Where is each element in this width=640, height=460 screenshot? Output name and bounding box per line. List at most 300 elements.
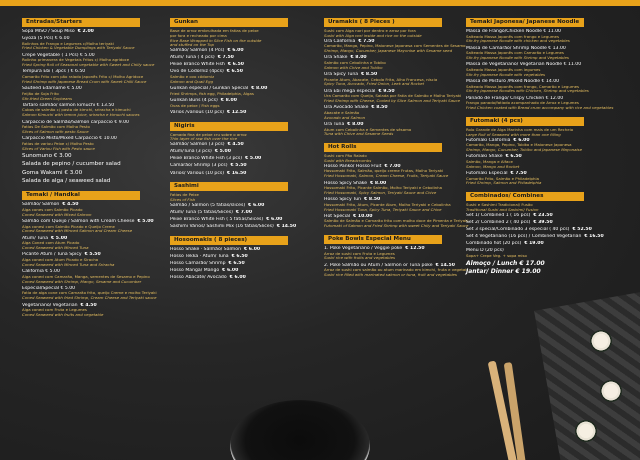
menu-item [22,303,170,318]
menu-item-price: € 6.00 [266,216,283,222]
section-intro: Camada fina de peixe cru sobre o arroz [170,132,247,137]
menu-item-name: Futomaki California [466,137,511,143]
menu-item-description: Arroz de sushi com salmão ou atum marinado em kimchi, fruta e vegetais [324,268,469,273]
menu-item [466,241,628,247]
section-uramakis [324,18,472,137]
menu-item-description-en: Salmon, Mango and Rocket [466,164,520,169]
menu-item-description: Salteado Massa Japonês com frango e Legumes [466,34,559,39]
menu-item-description-en: Fried Shrimp, Salmon and Philadelphia [466,181,542,186]
menu-item-name: Atum/ Tuna ( 4 pcs) [170,55,215,61]
menu-item-price: € 6.00 [248,202,265,208]
menu-item [170,224,318,230]
menu-item-name: Ura Tuna [324,122,345,128]
menu-item [466,62,628,77]
menu-item-description: Picante Atum, Abacate, Cebola Frita, Alho Francesa, níscia [324,77,438,82]
menu-item-description: Camarão Frito, Salmão e Philadelphia [466,176,539,181]
menu-item [170,268,318,274]
menu-item [324,214,472,229]
menu-item-name: Atum/ Tuna (5 fatias/Slices) [170,209,233,215]
section-intro-en: Thin layer of raw fish over the rice [170,137,238,142]
menu-item-name: Futomaki Shake [466,154,503,160]
menu-item-line [170,224,318,230]
menu-item-description: Arroz de sushi com Fruta e Legumes [324,251,395,256]
menu-item-description: Fatia de alga cone com Camarão frito, queijo Creme e molho Teriyaki [22,291,157,296]
menu-item-name: Salmão / Salmon (5 fatias/slices) [170,202,246,208]
menu-item [170,254,318,260]
menu-item-description: Ovas de peixe / Fish eggs [170,103,220,108]
menu-item-line [22,170,170,177]
menu-item [466,154,628,169]
menu-item-name: Hosso Spicy Shake [324,180,368,186]
menu-item-price: € 4.50 [227,142,244,148]
menu-item-name: Hosso Camarão/ Shrimp [170,260,226,266]
menu-item-name: Hosso Tekka · Atum/ Tuna [170,253,229,259]
menu-item-description-en: Coned Seaweed with Minced Tuna and Sriracha [22,262,115,267]
top-accent-bar [0,0,640,6]
menu-d-dinner-price: Jantar/ Dinner € 19.00 [466,268,541,276]
section-intro-en: Sushi with Breadcrumbs [324,159,372,164]
menu-item-name: Peixe Branco White Fish ( 5 fatias/Slices) [170,216,264,222]
menu-item-description-en: Slices of Variou Fish with Pesto sauce [22,146,95,151]
menu-item-description: Alga conesl com Salmão Picado e Queijo Creme [22,224,115,229]
menu-item [170,163,318,169]
menu-item-description-en: Salmon with Chive and Tobiko [324,65,383,70]
section-title: Hosoomakis ( 8 pieces) [170,236,288,245]
sushi-piece-image [590,330,612,352]
menu-item-price: € 4.50 [62,202,79,208]
menu-item [170,156,318,162]
menu-item-price: € 6.50 [227,62,244,68]
section-intro: Rolo Grande de Alga Marinha com mais de um Recheio [466,127,574,132]
menu-item-description: Alga cones com Salmão Picado [22,208,83,212]
menu-item-price: € 8.50 [364,197,381,203]
menu-item-price: € 8.00 [251,86,268,92]
menu-item [170,171,318,177]
menu-item-description-en: Coned Seaweed with fruits and vegetable [22,312,104,317]
menu-item-description-en: Stir-fry Japanese Noodle with chicken and vegetables [466,39,570,44]
menu-item [170,210,318,216]
menu-item-description-en: Futomaki of Salmon and Fried Shrimp with sweet Chily and Teriyaki Sauce [324,224,469,229]
menu-item-name: Tempura Ebi ( 3pcs ) € 6.50 [22,69,86,75]
section-intro: Sushi e Sashimi Tradicional/ Fusão [466,203,533,208]
menu-item-description-en: Coned Seaweed with fried Shrimp, Cream Cheese and Teriyaki sauce [22,296,157,301]
menu-item [170,86,318,96]
menu-item-description-en: Fried Chicken coated with Bread crum accompany with rice and vegetables [466,106,614,111]
menu-item-name: Menu D (20 pcs) [466,248,504,254]
section-title: Combinados/ Combines [466,192,584,201]
menu-item [466,213,628,219]
menu-item-line [170,261,318,267]
section-title: Hot Rolls [324,143,442,152]
menu-item [22,170,170,177]
menu-item-line [22,29,170,35]
menu-item-price: € 6.00 [513,137,530,143]
menu-item-description-en: Fried Shrimp with Cheese, Cooled by Slice Salmon and Teriyaki Sauce [324,99,460,104]
menu-item-price: € 5.00 [214,149,231,155]
menu-item-line [466,227,628,233]
menu-item-price: € 5.50 [230,163,247,169]
menu-item-line [466,241,628,247]
menu-item [324,72,472,87]
menu-item [466,234,628,240]
menu-item [22,252,170,267]
menu-item-description-en: Salmon and Quail Egg [170,79,214,84]
menu-item-price: € 19.00 [524,241,544,247]
menu-item-name: Salmão com Queijo / Salmon with Cream Cheese [22,219,135,225]
menu-item-description-en: Salmon Kimuchi with lemon juice, sriracha e kimuchi sauces [22,113,140,118]
menu-item-price: € 7.50 [510,170,527,176]
section-intro: Base de arroz embrulhada em fatias de peixe [170,29,259,33]
sushi-piece-image [575,420,597,442]
menu-item [170,142,318,148]
menu-item [22,136,170,151]
menu-item-price: € 8.00 [370,180,387,186]
menu-item-name: Vegetariano/ Vegetarian [22,302,78,308]
menu-item-name: Goma Wakami € 3.00 [22,169,83,176]
menu-item-price: € 8.00 [350,55,367,61]
menu-item-price: € 8.00 [347,122,364,128]
section-intro-en: Sushi with Alga nori inside and rice on the outside [324,33,422,38]
soy-sauce-bowl-image [230,400,370,460]
menu-item-name: Especial/Special € 5.00 [22,285,76,291]
menu-item-description-en: Fried Chicken & Vegetable Dumplings with Teriyaki Sauce [22,46,135,51]
section-title: Futomaki (4 pcs) [466,117,584,126]
menu-item-description: Camarão Frito com pão ralado Japonês Frito c/ Molho Agridoce [22,75,144,80]
menu-item-name: Hosso Abacate/ Avocado [170,274,227,280]
menu-item-price: € 6.50 [226,69,243,75]
menu-item-price: € 4.50 [80,302,97,308]
menu-item [324,39,472,54]
menu-item [170,48,318,54]
menu-item-name: Ura Ebi mega especial [324,88,376,94]
menu-item-price: € 8.00 [220,98,237,104]
section-futomaki [466,117,628,186]
section-nigiris [170,122,318,177]
menu-item [466,96,628,111]
menu-item-name: Ura Shake [324,55,348,61]
menu-item [466,79,628,94]
menu-item-name: Hosso Manga/ Mango [170,267,220,273]
menu-item [170,62,318,68]
menu-item [466,29,628,44]
menu-item-description-en: Coned Seaweed with Minced Tuna [22,246,89,251]
menu-item-name: Salmão/ Salmon (3 pcs) [170,142,225,148]
menu-item-name: Combinado hot (20 pcs) [466,241,522,247]
menu-column-4 [466,18,628,276]
menu-item-name: Carpaccio Misto/Mixed Carpaccio € 10.00 [22,136,117,142]
menu-item-line [170,156,318,162]
menu-item [324,89,472,104]
menu-item [324,164,472,179]
menu-item-description: Atum com Cebolinha e Sementes de sésamo [324,127,412,132]
menu-item-name: 2. Poke Salmão ou Atum / Salmon or Tuna poke [324,262,433,268]
menu-item-description: Alga coned com Camarão, Manga, sementes de Sesamo e Pepino [22,274,150,279]
menu-item [466,46,628,61]
menu-item-name: Gunkan especial / Gunkan Special [170,86,249,92]
menu-item [466,220,628,226]
menu-item-price: € 5.00 [137,219,154,225]
section-title: Temaki / Handkal [22,191,140,200]
menu-item-name: Carpaccio de Salmão/Salmon carpaccio € 9.00 [22,119,129,125]
menu-item-name: Salmão/ Salmon [22,202,60,208]
menu-item-description-en: Stir-fry Japanese Noodle with vegetables [466,72,546,77]
section-intro-en: Rice Base Wrapped in Slice Fish on the outside [170,38,262,43]
menu-item-price: € 16.50 [227,170,247,176]
menu-item-name: Set 4 Vegetariano (16 pcs) / Combined Vegetarian [466,233,582,239]
menu-item-price: € 6.50 [231,253,248,259]
menu-item-description-en: Stir-fry Japanese Noodles with Chicken, Shrimp and vegetables [466,89,589,94]
menu-item [22,36,170,51]
menu-item [324,246,472,261]
menu-item [22,153,170,160]
menu-item-description-en: Slices of Salmon with pesto Sauce [22,129,89,134]
menu-item-line [170,62,318,68]
menu-item-name: Sunomuno € 3.00 [22,152,72,159]
menu-item-line [170,110,318,116]
menu-column-2 [170,18,318,282]
menu-item [22,161,170,168]
section-gunkan [170,18,318,116]
menu-item-name: Ura Avocado Shake [324,105,369,111]
menu-item-description-en: Shrimp, Mango, Cucumber, Japanese Mayonise with Sesame seed [324,48,453,53]
menu-item-name: California € 5.00 [22,269,60,275]
menu-item-name: Futomaki Especial [466,170,508,176]
menu-item-price: € 6.50 [228,260,245,266]
menu-item-description: Fatias de variou Peixe c/ Molho Pesto [22,141,94,146]
menu-item-name: Picante Atum / Tuna Spicy [22,252,82,258]
menu-item-price: € 6.50 [505,154,522,160]
menu-item-price: € 5.00 [245,156,262,162]
menu-item-name: Peixe Branco White Fish (3 pcs) [170,156,243,162]
menu-item-line [170,142,318,148]
menu-item [22,103,170,118]
menu-item-description-en: Fried Shrimp with Japanese Bread Crum with Sweet Chilli Sauce [22,79,147,84]
section-intro: Sushi com Pão Ralado [324,154,367,159]
section-noodles [466,18,628,111]
section-intro: por fora e recheado por cima [170,33,227,38]
menu-item-line [170,275,318,281]
menu-item-description-en: Fried Spring Roll of Seasonal vegetable with Sweet and Chilly sauce [22,63,155,68]
menu-item [324,197,472,212]
menu-item-description-en: Coned Seaweed with Shrimp, Mango, Sesame and Cucumber [22,279,142,284]
menu-item-name: Panado de Frango/ Crispy Chicken € 12.00 [466,95,564,101]
menu-item-description: Hossomaki Frito, Salmão, queijo creme Frutas, Molho Teriyaki [324,169,444,174]
menu-item-description: Hossomaki Frito, Picante Salmão, Molho Teriyaki e Cebolinha [324,186,442,191]
menu-item-price: € 16.50 [584,233,604,239]
menu-item-price: € 7.00 [235,209,253,215]
section-intro: Sushi com Alga nori por dentro e arroz por fora [324,29,416,33]
section-hosoomakis [170,236,318,281]
menu-item-name: Salmão/ Salmon (4 Pcs) [170,48,225,54]
menu-item [324,181,472,196]
menu-item-description: Alga coned com Fruta e Legumes [22,308,87,313]
menu-item-name: Massa de Camarão/ Shrimp Noodle € 13.00 [466,45,566,51]
section-intro: Fatias de Peixe [170,193,199,198]
menu-item-line [170,55,318,61]
section-title: Uramakis ( 8 Pieces ) [324,18,442,27]
menu-item-description-en: Shrimp, Mango, Cucumber, Tobiko and Japanese Mayonaise [466,147,582,152]
menu-item [22,219,170,234]
menu-item-description: Salmão e ovo códorniz [170,75,215,80]
menu-item [22,286,170,301]
menu-item-line [170,254,318,260]
menu-item-name: Atum/Tuna (3 pcs) [170,149,212,155]
menu-item-name: Ura Spicy Tuna [324,71,359,77]
menu-item [22,178,170,185]
menu-item-description-en: Fried Hossomaki, Spicy Salmon, Teriyaki Sauce and Chive [324,190,437,195]
menu-item [324,122,472,137]
section-intro-en: Traditional Sushi and Sashimi/ Fusion [466,207,539,212]
menu-item-description-en: Tuna with Chive and Sesame Seeds [324,132,394,137]
menu-item-description-en: Coned Seaweed with Minced Salmon and Cream Cheese [22,229,133,234]
menu-item-description: Camarão, Manga, Pepino, Maionese Japonesa com Sementes de Sesamo [324,44,466,49]
menu-item-name: Sashimi Vários/ Sashimi Mix (16 fatias/Slices) [170,223,274,229]
menu-item-description: Hossomaki Frito, Atum, Picante Atum, Molho Teriyaki e Cebolinha [324,202,451,207]
menu-item-line [466,234,628,240]
menu-item-description: Frango panado/fatiado acompanhado de Arroz e Legumes [466,101,579,106]
menu-item-description: Sopa+ Crepe Veg. + sopa miso [466,253,527,258]
menu-item [170,203,318,209]
menu-item-price: € 2.00 [77,29,94,34]
menu-item-line [170,203,318,209]
menu-item [170,55,318,61]
menu-item-price: € 6.00 [227,48,244,54]
menu-item-name: Salada de alga / seaweed salad [22,178,111,185]
menu-item-description: Alga Coned com Atum Picado [22,241,80,246]
section-title: Poke Bowls Especial Menu [324,235,442,244]
menu-item-price: € 52.50 [572,226,592,232]
menu-column-1 [22,18,170,319]
menu-item-name: Salada de pepino / cucumber salad [22,161,121,168]
menu-item [466,248,628,258]
menu-item-line [22,153,170,160]
menu-item-name: Peixe Branco White Fish [170,62,225,68]
menu-item-description-en: Fried Hossomaki, Salmon, Cream Cheese, Fruits, Teriyaki Sauce [324,174,449,179]
menu-item-line [466,213,628,219]
menu-item-price: € 23.50 [533,212,553,218]
menu-item-price: € 8.50 [371,105,388,111]
menu-item-description: Abacate e Salmão [324,110,360,115]
menu-item-name: Gyoza (5 Pcs) € 6.00 [22,36,70,42]
menu-item-price: € 9.50 [378,88,395,94]
menu-item [466,138,628,153]
menu-item-name: Set 2/ Combined 2 ( 40 pcs) [466,219,531,225]
menu-item-name: Hosso Panko/ Hosso Fruit [324,163,382,169]
menu-item-price: € 12.50 [405,246,425,252]
section-starters [22,18,170,185]
menu-column-3 [324,18,472,279]
menu-item-name: Sauteed Edamame € 5.00 [22,86,82,92]
menu-item-description: Ura Camarão com Queijo, Salada por Fatia de Salmão e Molho Teriyaki [324,94,462,99]
menu-item [170,69,318,84]
menu-item [22,29,170,35]
menu-item-name: Ura California [324,38,356,44]
menu-item [170,247,318,253]
menu-item [22,53,170,68]
menu-item-name: Tártaro salmão/ salmon kimuchi € 13.50 [22,102,115,108]
section-intro-en: and stuffed on the Top [170,43,214,48]
menu-item-name: Hosso Shake · Salmão/ Salmon [170,246,241,252]
menu-item [22,120,170,135]
menu-item-name: Camarão/ Shrimp (3 pcs) [170,163,228,169]
menu-item [170,261,318,267]
menu-item-line [170,149,318,155]
menu-item-price: € 14.50 [435,262,455,268]
section-title: Gunkan [170,18,288,27]
menu-item-line [170,163,318,169]
menu-item-description: Fatias De Salmão com Molho Pesto [22,125,90,130]
menu-item-line [170,217,318,223]
menu-item-name: Atum/ Tuna [22,235,49,241]
menu-item-description: Rolinho primavera de Vegetais Fritos c/ Molho agridoce [22,58,130,63]
section-title: Nigiris [170,122,288,131]
menu-item-price: € 8.50 [361,71,378,77]
menu-item-price: € 39.50 [533,219,553,225]
menu-item-description: Salmão de Salmão e Camarão frito com molho doce de Pimenta e Teriyaki [324,219,469,224]
menu-item-price: € 5.50 [84,252,101,258]
menu-item-line [170,268,318,274]
menu-item-description: Salmão com Cebolinha e Tobiko [324,60,386,65]
menu-item-description-en: Fried Hossomaki Tuna, Spicy Tuna, Teriyaki Sauce and Chive [324,207,442,212]
section-combinados [466,192,628,276]
menu-item [324,55,472,70]
menu-item-name: Set 3 special/Combinado 3 especial ( 40 pcs) [466,226,570,232]
section-sashimi [170,182,318,229]
menu-item-price: € 10.00 [353,213,373,219]
menu-item-line [466,220,628,226]
menu-item-description: Salteado Massa Japonês com frango, Camarão e Legumes [466,84,580,89]
menu-item-name: Set 1/ Combined 1 ( 16 pcs) [466,212,531,218]
menu-item [22,269,170,284]
section-title: Entradas/Starters [22,18,140,27]
menu-item [466,171,628,186]
menu-item-line [170,210,318,216]
menu-item-price: € 7.00 [384,163,401,169]
menu-item-price: € 6.00 [222,267,239,273]
menu-item-name: Crepe Vegetable ( 1 Pcs) € 5.00 [22,52,95,58]
section-title: Temaki Japonesa/ Japanese Noodle [466,18,584,27]
menu-item-name: Gunkan Buns (4 pcs) [170,98,218,104]
menu-item [170,275,318,281]
menu-item-name: Vários /various (10 pcs) [170,109,224,115]
menu-item [22,202,170,217]
menu-item-description-en: Stir-fried Green Soybeans [22,96,73,101]
menu-item-description: Alga coned com Atum Picado e Siracha [22,258,99,263]
menu-item-description: Salmão, Manga e Alface [466,159,513,164]
menu-item [170,110,318,116]
menu-item-price: € 6.00 [229,274,246,280]
menu-item [466,227,628,233]
menu-item-line [170,171,318,177]
menu-item-price: € 7.50 [358,38,375,44]
menu-item-description: Feijão de Soja Frito [22,91,59,96]
menu-item-description-en: Stir-fry Japanese Noodle with Shrimp and Vegetables [466,56,569,61]
menu-item-name: Ovo de Codorniz (4pcs) [170,69,224,75]
menu-item [22,86,170,101]
menu-item-description: Camarão, Manga, Pepino, Tobiko e Maionese Japonesa [466,143,572,148]
menu-item-price: € 5.00 [51,235,68,241]
menu-item-price: € 14.50 [276,223,297,229]
menu-item-line [22,178,170,185]
menu-item-name: Sopa MISO / Soup Miso [22,29,75,34]
menu-item-line [170,247,318,253]
section-hot-rolls [324,143,472,229]
menu-item-name: Massa de Misturo /Mixed Noodle € 14.00 [466,79,560,85]
section-poke-bowls [324,235,472,278]
menu-item-name: Vários/ Various (10 pcs) [170,170,225,176]
menu-d-lunch-price: Almoço / Lunch € 17.00 [466,260,545,268]
sushi-piece-image [600,380,622,402]
